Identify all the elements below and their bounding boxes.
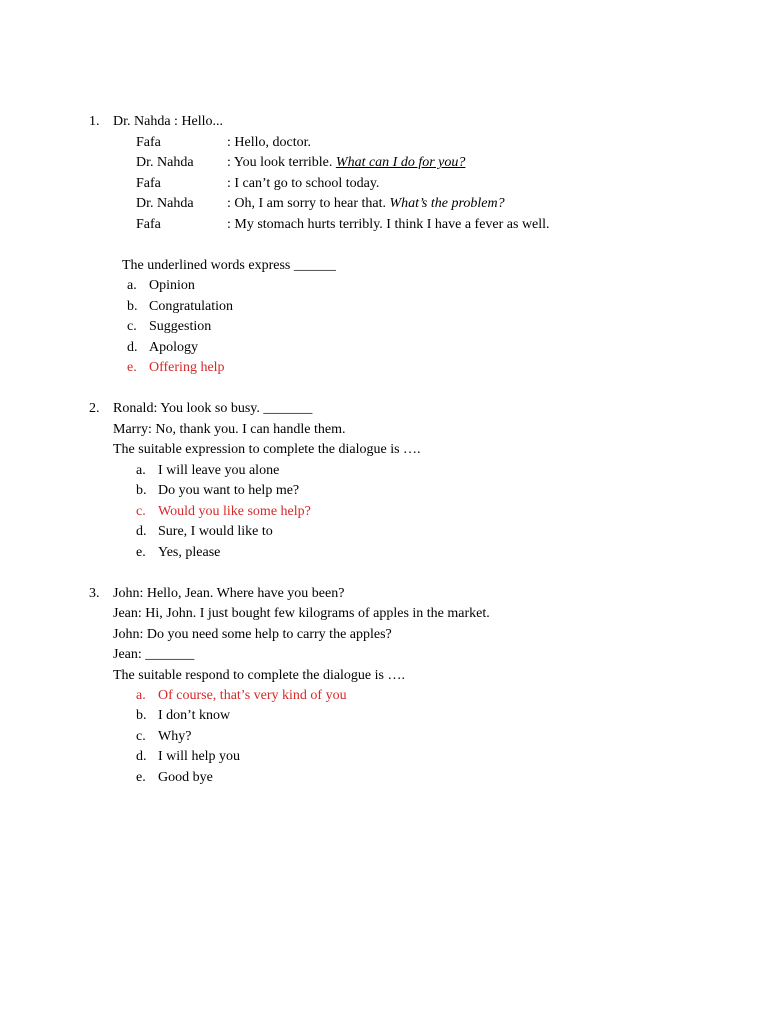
option-letter: b. [136,708,147,723]
option-text: I don’t know [158,708,231,723]
option-text: Congratulation [149,299,233,314]
option-letter: b. [127,299,138,314]
dialogue-line: Marry: No, thank you. I can handle them. [113,422,346,437]
separator: : [227,135,235,150]
dialogue-line [227,215,550,235]
option-letter: c. [136,729,146,744]
dialogue-line [136,153,194,173]
question-prompt: The suitable expression to complete the dialogue is …. [113,442,421,457]
speaker: Dr. Nahda [113,114,171,129]
option-letter: a. [127,278,137,293]
separator: : [227,196,235,211]
option-letter: a. [136,463,146,478]
separator: : [170,114,182,129]
answer-option-letter: e. [127,360,137,375]
utterance: My stomach hurts terribly. I think I have a fever as well. [234,217,550,232]
dialogue-line [227,174,379,194]
option-letter: d. [127,340,138,355]
separator: : [227,155,234,170]
dialogue-line [136,215,161,235]
option-text: Opinion [149,278,195,293]
answer-option-text: Of course, that’s very kind of you [158,688,347,703]
underlined-expression: What can I do for you? [335,155,466,170]
answer-option-text: Offering help [149,360,225,375]
option-letter: d. [136,524,147,539]
option-text: Yes, please [158,545,221,560]
option-text: Apology [149,340,198,355]
question-prompt: The underlined words express ______ [122,258,336,273]
option-text: Suggestion [149,319,212,334]
dialogue-line: Jean: _______ [113,647,195,662]
dialogue-line [227,194,505,214]
utterance: You look terrible. [233,155,336,170]
dialogue-line [136,174,161,194]
option-text: Do you want to help me? [158,483,300,498]
speaker: Fafa [136,217,161,232]
option-text: I will leave you alone [158,463,280,478]
speaker: Dr. Nahda [136,196,194,211]
dialogue-line: John: Do you need some help to carry the apples? [113,627,392,642]
separator: : [227,217,235,232]
dialogue-line [227,133,311,153]
utterance: Oh, I am sorry to hear that. [234,196,390,211]
option-text: Good bye [158,770,213,785]
question-number: 3. [89,586,100,601]
utterance: Hello, doctor. [234,135,311,150]
utterance: Hello... [181,114,224,129]
dialogue-line [113,112,223,132]
option-letter: c. [127,319,137,334]
option-text: I will help you [158,749,241,764]
italic-expression: What’s the problem? [389,196,505,211]
utterance: I can’t go to school today. [234,176,380,191]
speaker: Dr. Nahda [136,155,194,170]
speaker: Fafa [136,176,161,191]
dialogue-line [136,133,161,153]
option-letter: e. [136,545,146,560]
answer-option-letter: a. [136,688,146,703]
answer-option-letter: c. [136,504,146,519]
option-letter: d. [136,749,147,764]
separator: : [227,176,235,191]
dialogue-line: Ronald: You look so busy. _______ [113,401,313,416]
dialogue-line: Jean: Hi, John. I just bought few kilograms of apples in the market. [113,606,490,621]
option-letter: b. [136,483,147,498]
question-number: 2. [89,401,100,416]
answer-option-text: Would you like some help? [158,504,311,519]
dialogue-line [136,194,194,214]
speaker: Fafa [136,135,161,150]
question-number: 1. [89,114,100,129]
option-letter: e. [136,770,146,785]
option-text: Why? [158,729,192,744]
option-text: Sure, I would like to [158,524,273,539]
dialogue-line: John: Hello, Jean. Where have you been? [113,586,345,601]
question-prompt: The suitable respond to complete the dialogue is …. [113,668,405,683]
dialogue-line [227,153,465,173]
